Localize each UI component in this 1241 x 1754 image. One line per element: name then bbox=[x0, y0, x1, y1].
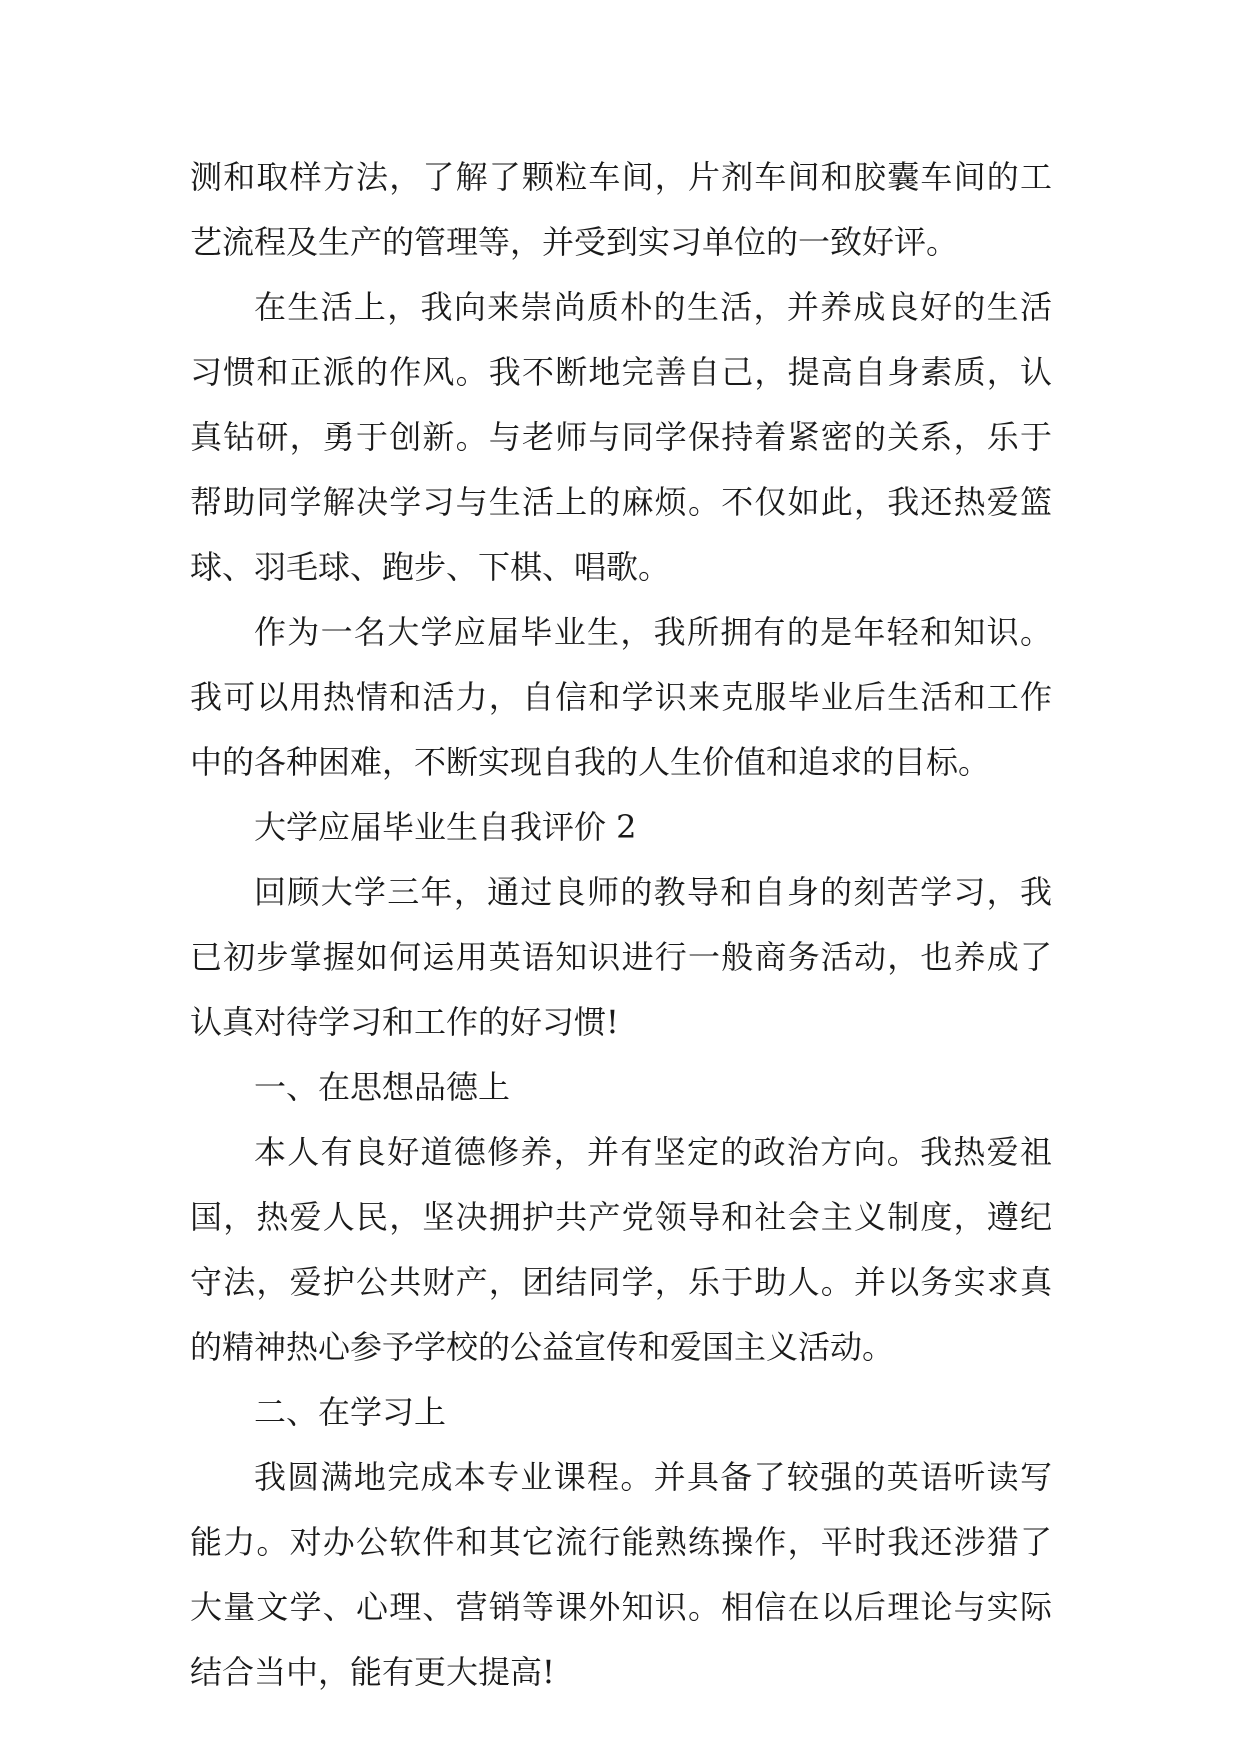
text-line: 真钻研，勇于创新。与老师与同学保持着紧密的关系，乐于 bbox=[190, 418, 1052, 456]
text-line: 国，热爱人民，坚决拥护共产党领导和社会主义制度，遵纪 bbox=[190, 1198, 1052, 1236]
text-line: 中的各种困难，不断实现自我的人生价值和追求的目标。 bbox=[190, 743, 991, 781]
text-line: 我圆满地完成本专业课程。并具备了较强的英语听读写 bbox=[254, 1458, 1052, 1496]
section-heading: 一、在思想品德上 bbox=[254, 1068, 511, 1106]
text-line: 艺流程及生产的管理等，并受到实习单位的一致好评。 bbox=[190, 223, 959, 261]
text-line: 作为一名大学应届毕业生，我所拥有的是年轻和知识。 bbox=[254, 613, 1052, 651]
text-line: 我可以用热情和活力，自信和学识来克服毕业后生活和工作 bbox=[190, 678, 1052, 716]
text-line: 习惯和正派的作风。我不断地完善自己，提高自身素质，认 bbox=[190, 353, 1052, 391]
text-line: 已初步掌握如何运用英语知识进行一般商务活动，也养成了 bbox=[190, 938, 1052, 976]
document-page bbox=[190, 145, 1052, 1705]
text-line: 帮助同学解决学习与生活上的麻烦。不仅如此，我还热爱篮 bbox=[190, 483, 1052, 521]
section-heading: 二、在学习上 bbox=[254, 1393, 447, 1431]
text-line: 本人有良好道德修养，并有坚定的政治方向。我热爱祖 bbox=[254, 1133, 1052, 1171]
text-line: 的精神热心参予学校的公益宣传和爱国主义活动。 bbox=[190, 1328, 895, 1366]
section-title: 大学应届毕业生自我评价 2 bbox=[254, 808, 637, 846]
text-line: 球、羽毛球、跑步、下棋、唱歌。 bbox=[190, 548, 671, 586]
text-line: 结合当中，能有更大提高! bbox=[190, 1653, 555, 1691]
text-line: 守法，爱护公共财产，团结同学，乐于助人。并以务实求真 bbox=[190, 1263, 1052, 1301]
text-line: 能力。对办公软件和其它流行能熟练操作，平时我还涉猎了 bbox=[190, 1523, 1052, 1561]
text-line: 在生活上，我向来崇尚质朴的生活，并养成良好的生活 bbox=[254, 288, 1052, 326]
text-line: 认真对待学习和工作的好习惯! bbox=[190, 1003, 619, 1041]
text-line: 测和取样方法，了解了颗粒车间，片剂车间和胶囊车间的工 bbox=[190, 158, 1052, 196]
text-line: 大量文学、心理、营销等课外知识。相信在以后理论与实际 bbox=[190, 1588, 1052, 1626]
text-line: 回顾大学三年，通过良师的教导和自身的刻苦学习，我 bbox=[254, 873, 1052, 911]
